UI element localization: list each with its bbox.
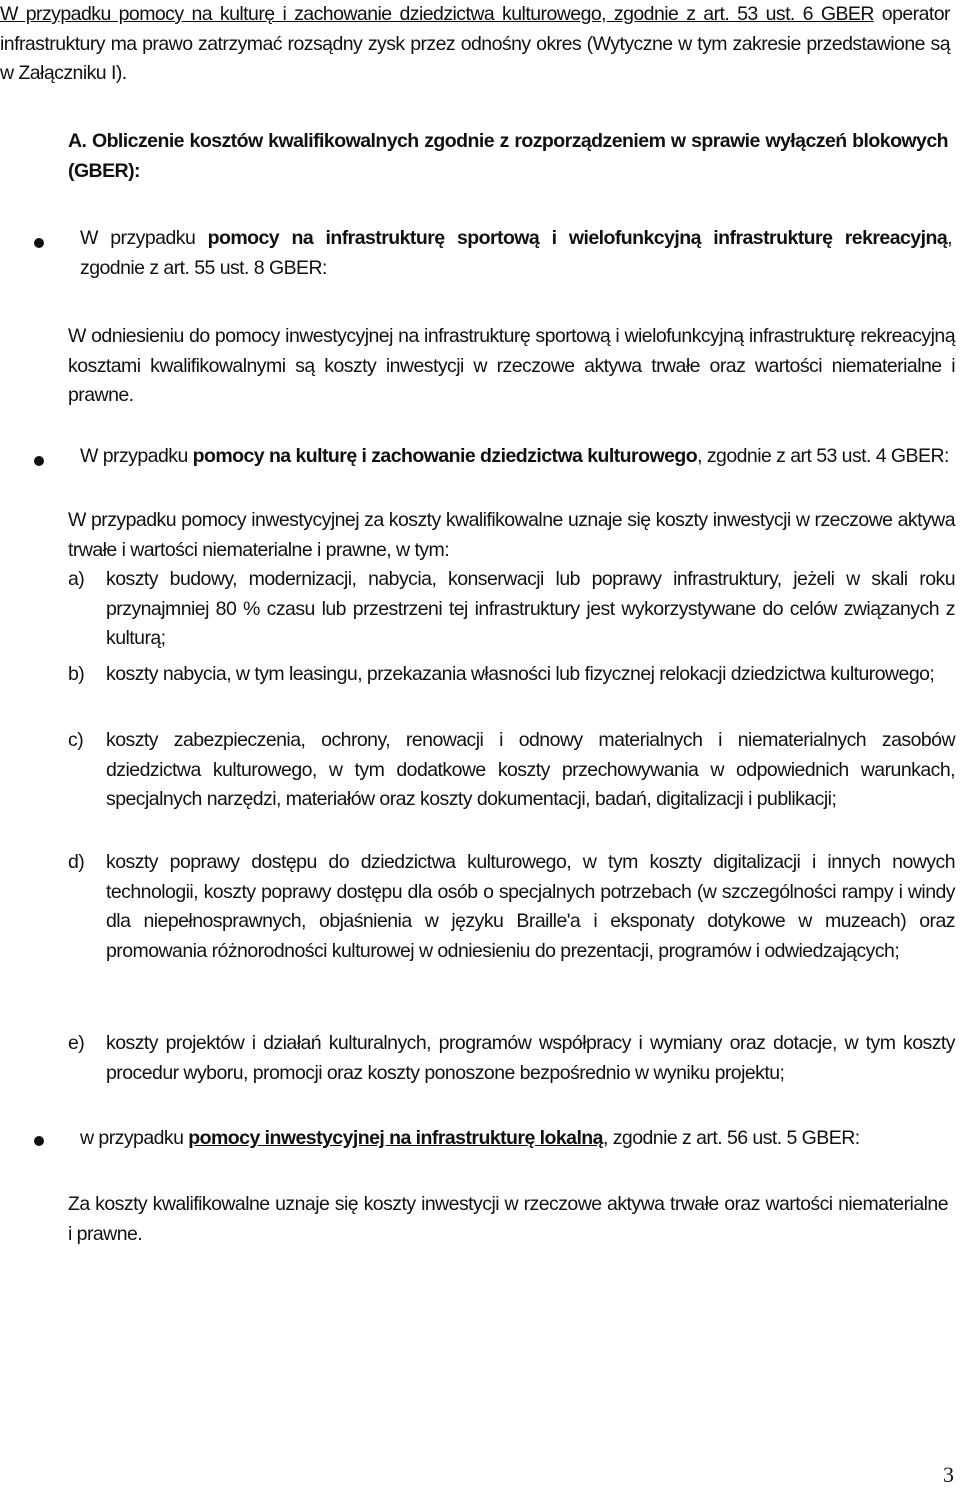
intro-paragraph xyxy=(0,0,950,89)
list-item xyxy=(68,1029,955,1088)
bullet-bold-text: pomocy inwestycyjnej na infrastrukturę lokalną xyxy=(188,1127,603,1149)
bullet-prefix: W przypadku xyxy=(80,445,193,467)
list-item-text: koszty zabezpieczenia, ochrony, renowacji i odnowy materialnych i niematerialnych zasobów dziedzictwa kulturowego, w tym dodatkowe koszty przechowywania w odpowiednich warunkach, specjalnych narzędzi, materiałów oraz koszty dokumentacji, badań, digitalizacji i publikacji; xyxy=(106,729,955,810)
bullet-prefix: W przypadku xyxy=(80,227,208,249)
intro-text: operator infrastruktury ma prawo zatrzymać rozsądny zysk przez odnośny okres (Wytyczne w tym zakresie przedstawione są w Załączniku I). xyxy=(0,3,951,84)
bullet-icon xyxy=(34,1136,44,1146)
bullet-icon xyxy=(34,456,44,466)
paragraph-sport-costs: W odniesieniu do pomocy inwestycyjnej na infrastrukturę sportową i wielofunkcyjną infrastrukturę rekreacyjną kosztami kwalifikowalnymi są koszty inwestycji w rzeczowe aktywa trwałe oraz wartości niematerialne i prawne. xyxy=(68,325,955,406)
list-item xyxy=(68,565,955,654)
bullet-bold-text: pomocy na kulturę i zachowanie dziedzictwa kulturowego xyxy=(192,445,698,467)
list-item xyxy=(68,726,955,815)
list-item-text: koszty budowy, modernizacji, nabycia, konserwacji lub poprawy infrastruktury, jeżeli w skali roku przynajmniej 80 % czasu lub przestrzeni tej infrastruktury jest wykorzystywane do celów związanych z kulturą; xyxy=(106,568,955,649)
list-item xyxy=(68,660,955,690)
paragraph-culture-costs: W przypadku pomocy inwestycyjnej za koszty kwalifikowalne uznaje się koszty inwestycji w rzeczowe aktywa trwałe i wartości niematerialne i prawne, w tym: xyxy=(68,509,955,561)
list-item-text: koszty poprawy dostępu do dziedzictwa kulturowego, w tym koszty digitalizacji i innych nowych technologii, koszty poprawy dostępu dla osób o specjalnych potrzebach (w szczególności rampy i windy dla niepełnosprawnych, objaśnienia w języku Braille'a i eksponaty dotykowe w muzeach) oraz promowania różnorodności kulturowej w odniesieniu do prezentacji, programów i odwiedzających; xyxy=(106,851,955,962)
list-item-label: d) xyxy=(68,851,85,873)
list-item-label: c) xyxy=(68,729,84,751)
paragraph-local-costs: Za koszty kwalifikowalne uznaje się koszty inwestycji w rzeczowe aktywa trwałe oraz wartości niematerialne i prawne. xyxy=(68,1193,948,1245)
list-item-text: koszty nabycia, w tym leasingu, przekazania własności lub fizycznej relokacji dziedzictwa kulturowego; xyxy=(106,663,935,685)
list-item xyxy=(68,848,955,966)
bullet-sport-infrastructure xyxy=(80,224,952,283)
bullet-suffix: , zgodnie z art. 55 ust. 8 GBER: xyxy=(80,227,952,279)
list-item-label: b) xyxy=(68,663,85,685)
section-heading-a: A. Obliczenie kosztów kwalifikowalnych zgodnie z rozporządzeniem w sprawie wyłączeń blokowych (GBER): xyxy=(68,130,948,182)
list-item-text: koszty projektów i działań kulturalnych, programów współpracy i wymiany oraz dotacje, w tym koszty procedur wyboru, promocji oraz koszty ponoszone bezpośrednio w wyniku projektu; xyxy=(106,1032,955,1084)
list-item-label: a) xyxy=(68,568,85,590)
bullet-bold-text: pomocy na infrastrukturę sportową i wielofunkcyjną infrastrukturę rekreacyjną xyxy=(207,227,948,249)
page-number: 3 xyxy=(943,1462,954,1487)
bullet-icon xyxy=(34,238,44,248)
bullet-suffix: , zgodnie z art 53 ust. 4 GBER: xyxy=(697,445,949,467)
bullet-culture-heritage xyxy=(80,442,952,472)
list-item-label: e) xyxy=(68,1032,85,1054)
bullet-suffix: , zgodnie z art. 56 ust. 5 GBER: xyxy=(602,1127,860,1149)
bullet-local-infrastructure xyxy=(80,1124,955,1154)
intro-underlined-text: W przypadku pomocy na kulturę i zachowanie dziedzictwa kulturowego, zgodnie z art. 53 ust. 6 GBER xyxy=(0,3,874,25)
bullet-prefix: w przypadku xyxy=(80,1127,189,1149)
